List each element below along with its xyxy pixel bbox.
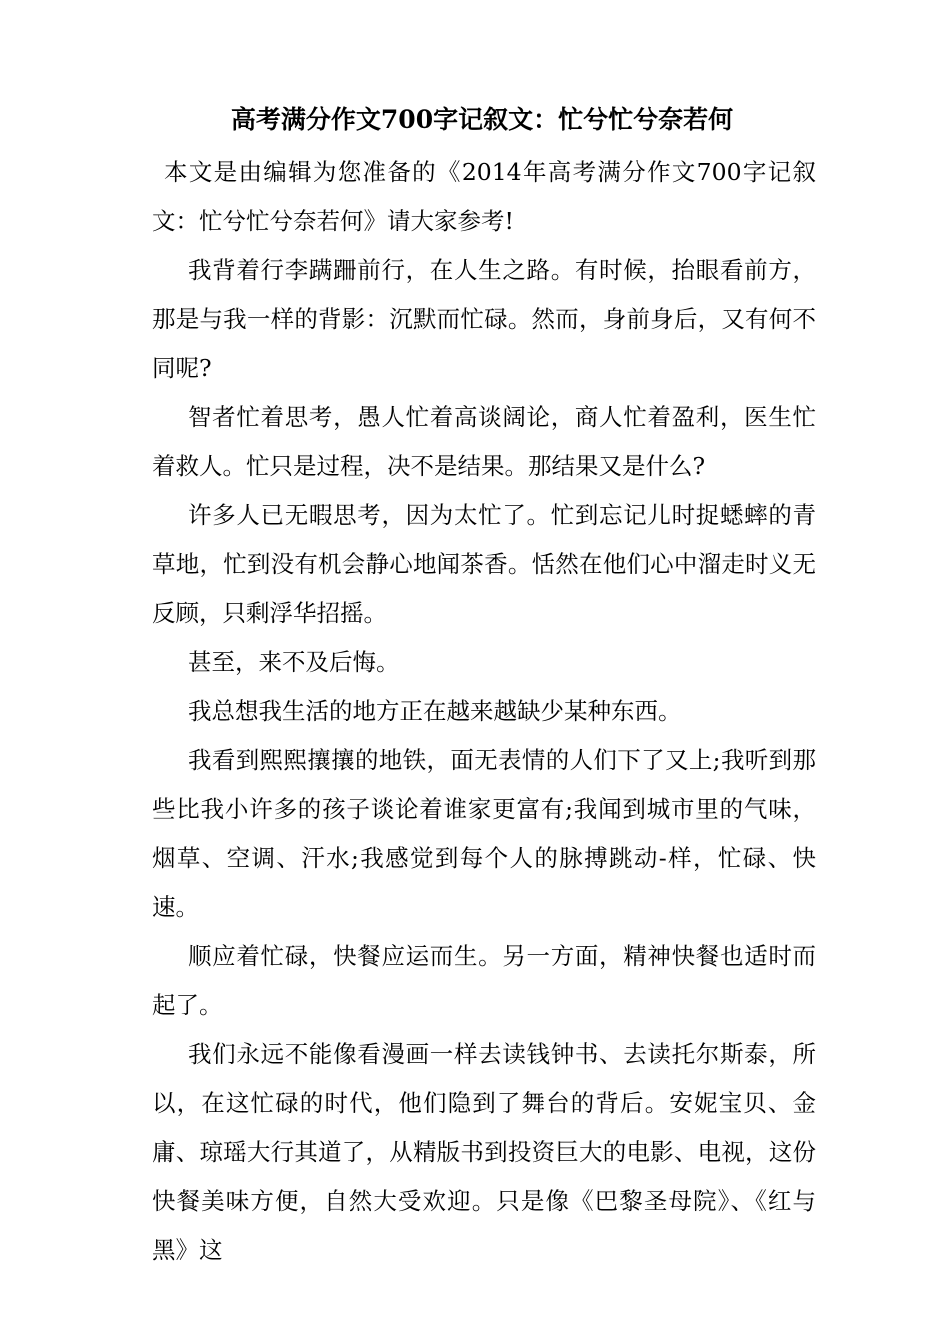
paragraph: 顺应着忙碌，快餐应运而生。另一方面，精神快餐也适时而起了。: [152, 942, 816, 1019]
paragraph-intro: 本文是由编辑为您准备的《2014年高考满分作文700字记叙文：忙兮忙兮奈若何》请大家参考!: [152, 158, 816, 235]
paragraph: 许多人已无暇思考，因为太忙了。忙到忘记儿时捉蟋蟀的青草地，忙到没有机会静心地闻茶香。恬然在他们心中溜走时义无反顾，只剩浮华招摇。: [152, 501, 816, 627]
paragraph: 我总想我生活的地方正在越来越缺少某种东西。: [188, 697, 682, 725]
paragraph: 甚至，来不及后悔。: [188, 648, 400, 676]
paragraph: 智者忙着思考，愚人忙着高谈阔论，商人忙着盈利，医生忙着救人。忙只是过程，决不是结果。那结果又是什么?: [152, 403, 816, 480]
paragraph: 我背着行李蹒跚前行，在人生之路。有时候，抬眼看前方，那是与我一样的背影：沉默而忙碌。然而，身前身后，又有何不同呢?: [152, 256, 816, 382]
paragraph: 我看到熙熙攘攘的地铁，面无表情的人们下了又上;我听到那些比我小许多的孩子谈论着谁家更富有;我闻到城市里的气味，烟草、空调、汗水;我感觉到每个人的脉搏跳动-样，忙碌、快速。: [152, 746, 816, 921]
document-body: [152, 148, 816, 1275]
paragraph: 我们永远不能像看漫画一样去读钱钟书、去读托尔斯泰，所以，在这忙碌的时代，他们隐到了舞台的背后。安妮宝贝、金庸、琼瑶大行其道了，从精版书到投资巨大的电影、电视，这份快餐美味方便，自然大受欢迎。只是像《巴黎圣母院》、《红与黑》这: [152, 1040, 816, 1264]
document-title: 高考满分作文700字记叙文：忙兮忙兮奈若何: [230, 105, 734, 134]
